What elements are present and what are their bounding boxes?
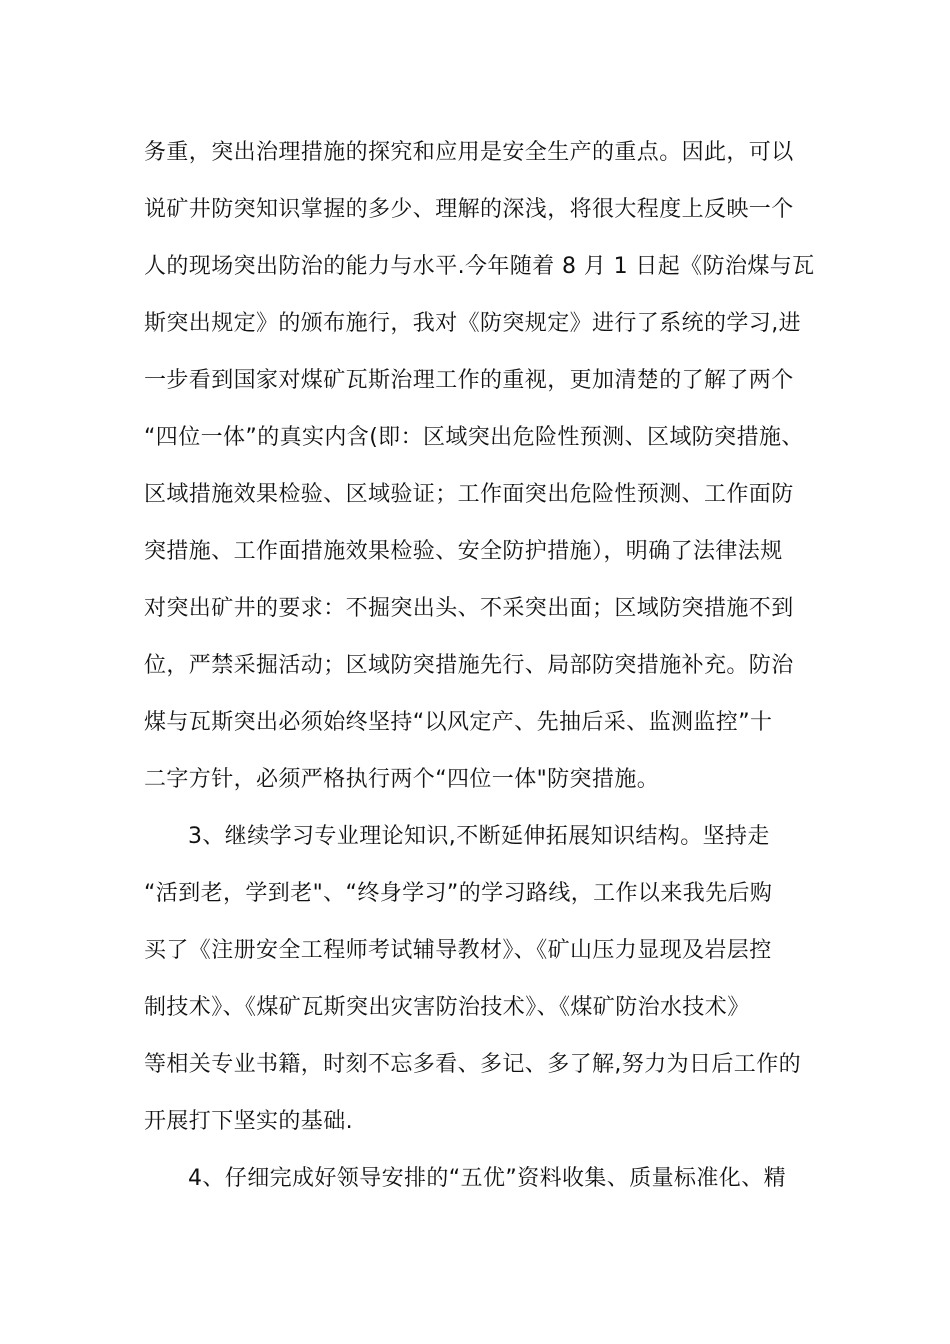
text-line-9: 对突出矿井的要求：不掘突出头、不采突出面；区域防突措施不到: [144, 596, 794, 621]
text-line-11: 煤与瓦斯突出必须始终坚持“以风定产、先抽后采、监测监控”十: [144, 710, 773, 735]
text-line-4: 斯突出规定》的颁布施行，我对《防突规定》进行了系统的学习,进: [144, 311, 801, 336]
text-line-14: “活到老，学到老"、“终身学习”的学习路线，工作以来我先后购: [144, 881, 773, 906]
text-line-2: 说矿井防突知识掌握的多少、理解的深浅，将很大程度上反映一个: [144, 197, 794, 222]
text-line-1: 务重，突出治理措施的探究和应用是安全生产的重点。因此，可以: [144, 140, 794, 165]
text-line-10: 位，严禁采掘活动；区域防突措施先行、局部防突措施补充。防治: [144, 653, 794, 678]
text-line-18: 开展打下坚实的基础.: [144, 1109, 353, 1134]
text-line-13: 3、继续学习专业理论知识,不断延伸拓展知识结构。坚持走: [188, 824, 770, 849]
text-line-16: 制技术》、《煤矿瓦斯突出灾害防治技术》、《煤矿防治水技术》: [144, 995, 750, 1020]
text-line-5: 一步看到国家对煤矿瓦斯治理工作的重视，更加清楚的了解了两个: [144, 368, 794, 393]
text-line-17: 等相关专业书籍，时刻不忘多看、多记、多了解,努力为日后工作的: [144, 1052, 801, 1077]
text-line-6: “四位一体”的真实内含(即：区域突出危险性预测、区域防突措施、: [144, 425, 804, 450]
text-line-7: 区域措施效果检验、区域验证；工作面突出危险性预测、工作面防: [144, 482, 794, 507]
text-line-15: 买了《注册安全工程师考试辅导教材》、《矿山压力显现及岩层控: [144, 938, 772, 963]
text-line-12: 二字方针，必须严格执行两个“四位一体"防突措施。: [144, 767, 660, 792]
text-line-8: 突措施、工作面措施效果检验、安全防护措施），明确了法律法规: [144, 539, 783, 564]
text-line-19: 4、仔细完成好领导安排的“五优”资料收集、质量标准化、精: [188, 1166, 786, 1191]
text-line-3: 人的现场突出防治的能力与水平.今年随着 8 月 1 日起《防治煤与瓦: [144, 254, 815, 279]
